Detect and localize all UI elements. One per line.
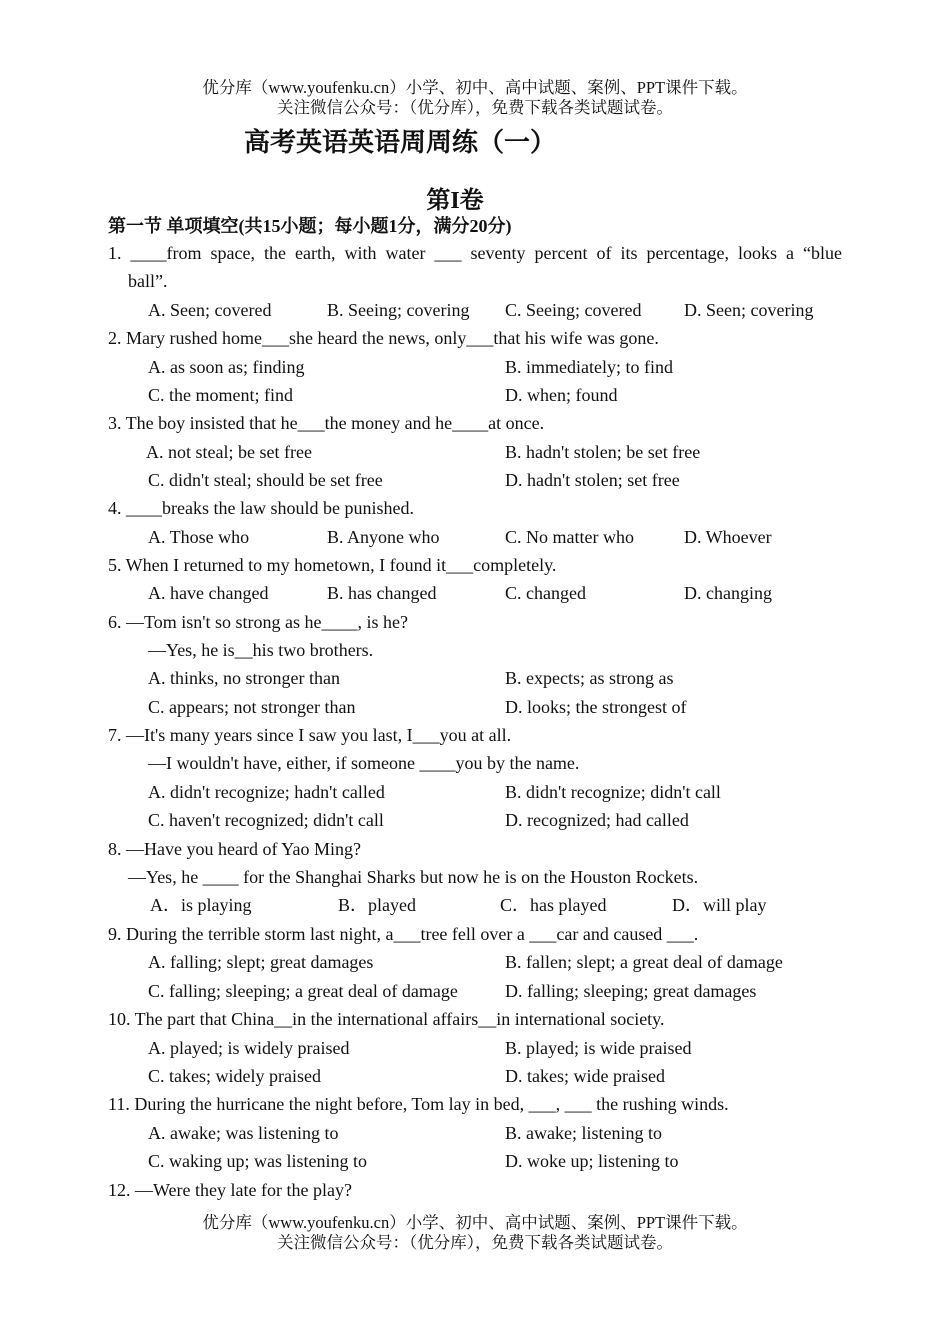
question-6-stem-continued: —Yes, he is__his two brothers.	[148, 640, 374, 660]
question-2-stem: 2. Mary rushed home___she heard the news, only___that his wife was gone.	[108, 328, 659, 348]
question-4-option-d: D. Whoever	[684, 527, 772, 547]
question-12-stem: 12. —Were they late for the play?	[108, 1180, 352, 1200]
question-11-option-d: D. woke up; listening to	[505, 1151, 679, 1171]
question-1-option-d: D. Seen; covering	[684, 300, 814, 320]
question-8-option-d: D．will play	[672, 895, 767, 915]
question-2-option-c: C. the moment; find	[148, 385, 293, 405]
question-11-option-c: C. waking up; was listening to	[148, 1151, 367, 1171]
question-10-option-c: C. takes; widely praised	[148, 1066, 321, 1086]
question-9-stem: 9. During the terrible storm last night, a___tree fell over a ___car and caused ___.	[108, 924, 699, 944]
question-9-option-a: A. falling; slept; great damages	[148, 952, 374, 972]
page-title: 高考英语英语周周练（一）	[243, 128, 556, 157]
section-heading: 第一节 单项填空(共15小题；每小题1分，满分20分)	[108, 216, 512, 236]
header-line-1: 优分库（www.youfenku.cn）小学、初中、高中试题、案例、PPT课件下载。	[202, 78, 748, 97]
question-3-stem: 3. The boy insisted that he___the money and he____at once.	[108, 413, 545, 433]
question-7-option-c: C. haven't recognized; didn't call	[148, 810, 384, 830]
question-1-option-a: A. Seen; covered	[148, 300, 272, 320]
question-1-option-b: B. Seeing; covering	[327, 300, 470, 320]
question-1-option-c: C. Seeing; covered	[505, 300, 642, 320]
question-7-option-d: D. recognized; had called	[505, 810, 689, 830]
question-4-stem: 4. ____breaks the law should be punished.	[108, 498, 414, 518]
question-4-option-a: A. Those who	[148, 527, 250, 547]
footer-line-2: 关注微信公众号：（优分库），免费下载各类试题试卷。	[277, 1233, 673, 1252]
question-5-stem: 5. When I returned to my hometown, I found it___completely.	[108, 555, 557, 575]
question-2-option-a: A. as soon as; finding	[148, 357, 305, 377]
question-10-option-d: D. takes; wide praised	[505, 1066, 665, 1086]
question-6-option-c: C. appears; not stronger than	[148, 697, 356, 717]
question-1-stem: 1. ____from space, the earth, with water ___ seventy percent of its percentage, looks a “blue	[108, 243, 842, 263]
question-5-option-b: B. has changed	[327, 583, 437, 603]
question-3-option-a: A. not steal; be set free	[146, 442, 312, 462]
question-10-option-a: A. played; is widely praised	[148, 1038, 350, 1058]
question-5-option-c: C. changed	[505, 583, 586, 603]
question-9-option-b: B. fallen; slept; a great deal of damage	[505, 952, 783, 972]
question-11-stem: 11. During the hurricane the night before, Tom lay in bed, ___, ___ the rushing winds.	[108, 1094, 729, 1114]
question-4-option-c: C. No matter who	[505, 527, 634, 547]
question-8-option-a: A．is playing	[150, 895, 252, 915]
header-line-2: 关注微信公众号：（优分库），免费下载各类试题试卷。	[277, 98, 673, 117]
question-7-stem: 7. —It's many years since I saw you last, I___you at all.	[108, 725, 512, 745]
question-2-option-b: B. immediately; to find	[505, 357, 673, 377]
question-6-option-d: D. looks; the strongest of	[505, 697, 687, 717]
question-11-option-a: A. awake; was listening to	[148, 1123, 339, 1143]
question-2-option-d: D. when; found	[505, 385, 618, 405]
footer-line-1: 优分库（www.youfenku.cn）小学、初中、高中试题、案例、PPT课件下载。	[202, 1213, 748, 1232]
question-5-option-d: D. changing	[684, 583, 772, 603]
question-6-stem: 6. —Tom isn't so strong as he____, is he?	[108, 612, 408, 632]
question-9-option-d: D. falling; sleeping; great damages	[505, 981, 757, 1001]
question-10-stem: 10. The part that China__in the international affairs__in international society.	[108, 1009, 665, 1029]
question-8-option-c: C．has played	[500, 895, 607, 915]
question-5-option-a: A. have changed	[148, 583, 269, 603]
question-7-option-b: B. didn't recognize; didn't call	[505, 782, 721, 802]
question-7-stem-continued: —I wouldn't have, either, if someone ____you by the name.	[148, 753, 580, 773]
question-9-option-c: C. falling; sleeping; a great deal of damage	[148, 981, 458, 1001]
question-4-option-b: B. Anyone who	[327, 527, 440, 547]
question-8-option-b: B．played	[338, 895, 416, 915]
question-6-option-a: A. thinks, no stronger than	[148, 668, 340, 688]
question-1-stem-continued: ball”.	[128, 271, 168, 291]
question-11-option-b: B. awake; listening to	[505, 1123, 662, 1143]
volume-heading: 第I卷	[426, 188, 484, 214]
question-7-option-a: A. didn't recognize; hadn't called	[148, 782, 385, 802]
question-3-option-b: B. hadn't stolen; be set free	[505, 442, 701, 462]
question-8-stem-continued: —Yes, he ____ for the Shanghai Sharks but now he is on the Houston Rockets.	[128, 867, 699, 887]
question-10-option-b: B. played; is wide praised	[505, 1038, 692, 1058]
question-3-option-d: D. hadn't stolen; set free	[505, 470, 680, 490]
question-6-option-b: B. expects; as strong as	[505, 668, 674, 688]
question-8-stem: 8. —Have you heard of Yao Ming?	[108, 839, 361, 859]
question-3-option-c: C. didn't steal; should be set free	[148, 470, 383, 490]
